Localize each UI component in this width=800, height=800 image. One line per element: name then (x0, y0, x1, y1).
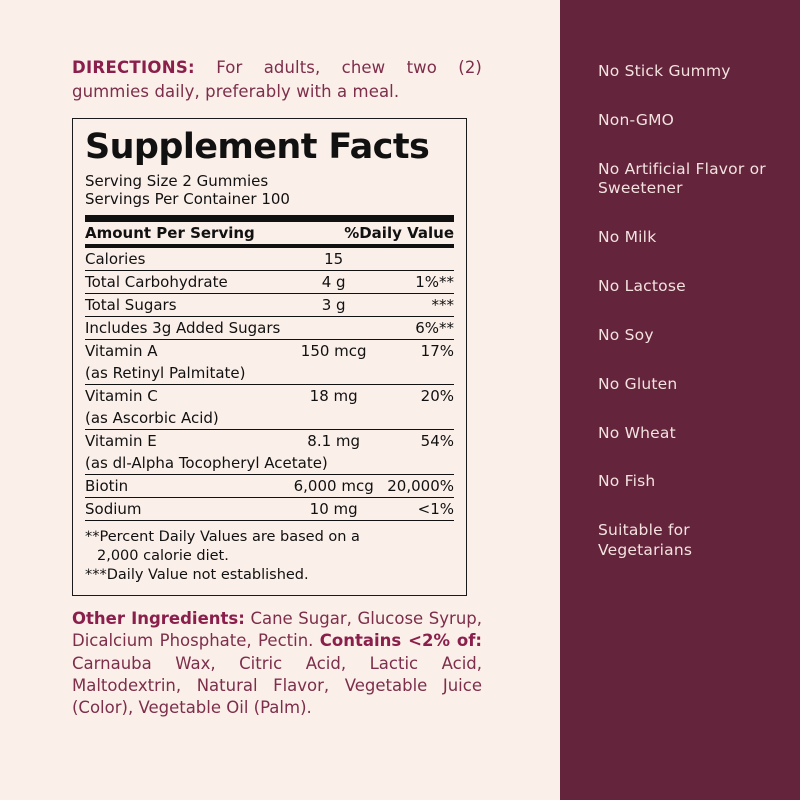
claim-item: No Wheat (598, 423, 676, 442)
table-row (85, 385, 454, 408)
table-subrow (85, 362, 454, 385)
footnotes-block (85, 521, 454, 585)
contains-label: Contains <2% of: (319, 631, 482, 651)
nutrient-amount: 4 g (291, 271, 376, 294)
nutrient-source: (as dl-Alpha Tocopheryl Acetate) (85, 452, 454, 475)
serving-size: Serving Size 2 Gummies (85, 171, 269, 190)
nutrient-name: Total Carbohydrate (85, 271, 291, 294)
nutrient-name: Vitamin A (85, 342, 158, 361)
directions-label: DIRECTIONS: (72, 58, 195, 77)
table-row (85, 248, 454, 271)
claim-item: No Soy (598, 325, 654, 344)
claim-item: No Artificial Flavor or Sweetener (598, 159, 766, 198)
table-row (85, 475, 454, 498)
supplement-facts-box (72, 118, 467, 596)
nutrient-amount (291, 317, 376, 340)
claim-item: Suitable for Vegetarians (598, 521, 693, 560)
nutrient-dv: <1% (376, 498, 454, 521)
footnote-daily-value-1: **Percent Daily Values are based on a (85, 529, 360, 546)
table-row (85, 294, 454, 317)
nutrient-name: Vitamin C (85, 387, 158, 406)
table-row (85, 498, 454, 521)
claims-panel (560, 0, 800, 800)
nutrient-name: Vitamin E (85, 432, 157, 451)
supplement-facts-title: Supplement Facts (85, 126, 430, 167)
nutrient-dv: 54% (420, 432, 454, 451)
nutrient-amount: 150 mcg (300, 342, 367, 361)
claim-item: No Lactose (598, 277, 686, 296)
nutrient-dv: 17% (420, 342, 454, 361)
nutrient-amount: 6,000 mcg (291, 475, 376, 498)
other-ingredients-text: Cane Sugar, Glucose Syrup, Dicalcium Phosphate, Pectin. (72, 608, 482, 651)
directions-text: For adults, chew two (2) gummies daily, preferably with a meal. (72, 58, 482, 101)
nutrient-amount: 10 mg (291, 498, 376, 521)
table-subrow (85, 407, 454, 430)
nutrient-source: (as Retinyl Palmitate) (85, 362, 454, 385)
table-row (85, 430, 454, 453)
footnote-not-established: ***Daily Value not established. (85, 566, 309, 583)
nutrient-dv: 1%** (376, 271, 454, 294)
claim-item: No Fish (598, 472, 656, 491)
table-row (85, 271, 454, 294)
directions-block (72, 56, 482, 104)
nutrient-dv (376, 248, 454, 271)
other-ingredients-label: Other Ingredients: (72, 608, 245, 628)
facts-table-header (85, 222, 454, 244)
nutrient-name: Sodium (85, 498, 291, 521)
footnote-daily-value-2: 2,000 calorie diet. (97, 547, 229, 564)
nutrient-dv: *** (376, 294, 454, 317)
nutrient-dv: 6%** (376, 317, 454, 340)
nutrient-name: Biotin (85, 475, 291, 498)
nutrient-dv: 20% (420, 387, 454, 406)
servings-per-container: Servings Per Container 100 (85, 190, 290, 209)
nutrient-dv: 20,000% (376, 475, 454, 498)
nutrient-name: Includes 3g Added Sugars (85, 317, 291, 340)
nutrient-amount: 8.1 mg (307, 432, 361, 451)
claim-item: Non-GMO (598, 110, 675, 129)
table-row (85, 317, 454, 340)
table-row (85, 340, 454, 363)
nutrient-source: (as Ascorbic Acid) (85, 407, 454, 430)
thick-divider (85, 215, 454, 222)
nutrient-amount: 15 (291, 248, 376, 271)
daily-value-header: %Daily Value (344, 224, 454, 243)
table-subrow (85, 452, 454, 475)
facts-table (85, 222, 454, 244)
claim-item: No Milk (598, 228, 657, 247)
nutrient-name: Total Sugars (85, 294, 291, 317)
claim-item: No Gluten (598, 374, 678, 393)
other-ingredients-block (72, 608, 482, 720)
nutrient-table (85, 248, 454, 521)
nutrient-amount: 3 g (291, 294, 376, 317)
claim-item: No Stick Gummy (598, 62, 731, 80)
nutrient-amount: 18 mg (309, 387, 358, 406)
amount-per-serving-header: Amount Per Serving (85, 224, 255, 243)
nutrient-name: Calories (85, 248, 291, 271)
contains-text: Carnauba Wax, Citric Acid, Lactic Acid, Maltodextrin, Natural Flavor, Vegetable Juice (Color), Vegetable Oil (Palm). (72, 653, 482, 718)
